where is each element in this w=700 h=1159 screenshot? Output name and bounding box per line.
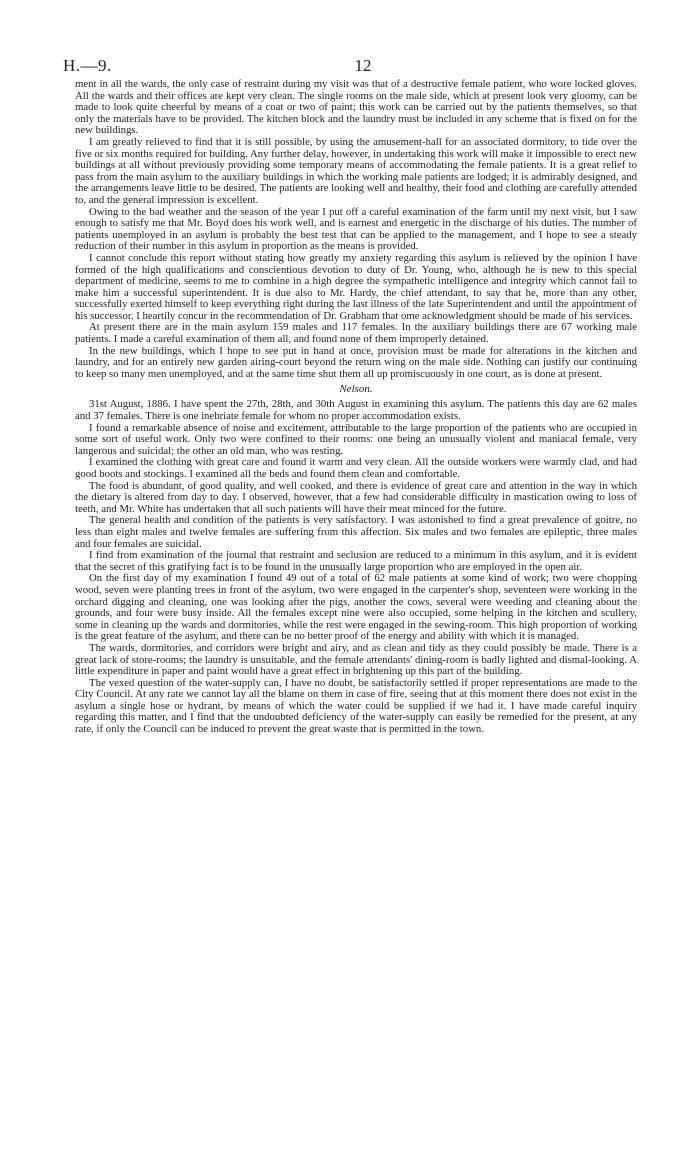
paragraph: 31st August, 1886. I have spent the 27th, 28th, and 30th August in examining this asylum. The patients this day are 62 males and 37 females. There is one inebriate female for whom no proper accommodation exists. [75, 398, 637, 423]
paragraph: The wards, dormitories, and corridors were bright and airy, and as clean and tidy as they could possibly be made. There is a great lack of store-rooms; the laundry is unsuitable, and the female attendants' dining-room is badly lighted and dismal-looking. A little expenditure in paper and paint would have a great effect in brightening up this part of the building. [75, 641, 637, 678]
page-number: 12 [354, 56, 372, 75]
section-heading: Nelson. [339, 383, 373, 396]
page-header [63, 56, 663, 76]
paragraph: ment in all the wards, the only case of restraint during my visit was that of a destructive female patient, who wore locked gloves. All the wards and their offices are kept very clean. The single rooms on the male side, which at present look very gloomy, can be made to look quite cheerful by means of a coat or two of paint; this work can be carried out by the patients themselves, so that only the materials have to be provided. The kitchen block and the laundry must be included in any scheme that is fixed on for the new buildings. [75, 78, 637, 137]
paragraph: On the first day of my examination I found 49 out of a total of 62 male patients at some kind of work; two were chopping wood, seven were planting trees in front of the asylum, two were engaged in the carpenter's shop, seventeen were working in the orchard digging and cleaning, one was looking after the pigs, another the cows, several were weeding and cleaning about the grounds, and four were busy inside. All the females except nine were also occupied, some helping in the kitchen and scullery, some in cleaning up the wards and dormitories, while the rest were engaged in the sewing-room. This high proportion of working is the great feature of the asylum, and there can be no better proof of the energy and ability with which it is managed. [75, 572, 637, 643]
paragraph: At present there are in the main asylum 159 males and 117 females. In the auxiliary buildings there are 67 working male patients. I made a careful examination of them all, and found none of them improperly detained. [75, 321, 637, 346]
paragraph: I cannot conclude this report without stating how greatly my anxiety regarding this asylum is relieved by the opinion I have formed of the high qualifications and conscientious devotion to duty of Dr. Young, who, although he is new to this special department of medicine, seems to me to combine in a high degree the sympathetic intelligence and integrity which cannot fail to make him a successful superintendent. It is due also to Mr. Hardy, the chief attendant, to say that he, more than any other, successfully exerted himself to keep everything right during the last illness of the late Superintendent and until the appointment of his successor. I heartily concur in the recommendation of Dr. Grabham that ome acknowledgment should be made of his services. [75, 251, 637, 322]
report-body [75, 79, 637, 736]
paragraph: I am greatly relieved to find that it is still possible, by using the amusement-hall for an associated dormitory, to tide over the five or six months required for building. Any further delay, however, in undertaking this work will make it impossible to erect new buildings at all without previously providing some temporary means of accommodating the female patients. It is a great relief to pass from the main asylum to the auxiliary buildings in which the working male patients are lodged; it is admirably designed, and the arrangements leave little to be desired. The patients are looking well and healthy, their food and clothing are carefully attended to, and the general impression is excellent. [75, 135, 637, 206]
paragraph: I found a remarkable absence of noise and excitement, attributable to the large proportion of the patients who are occupied in some sort of useful work. Only two were confined to their rooms: one being an unusually violent and maniacal female, very langerous and suicidal; the other an old man, who was resting. [75, 421, 637, 457]
paragraph: The food is abundant, of good quality, and well cooked, and there is evidence of great care and attention in the way in which the dietary is altered from day to day. I observed, however, that a few had considerable difficulty in mastication owing to loss of teeth, and Mr. White has undertaken that all such patients will have their meat minced for the future. [75, 479, 637, 515]
paragraph: The vexed question of the water-supply can, I have no doubt, be satisfactorily settled if proper representations are made to the City Council. At any rate we cannot lay all the blame on them in case of fire, seeing that at this moment there does not exist in the asylum a single hose or hydrant, by means of which the water could be supplied if we had it. I have made careful inquiry regarding this matter, and I find that the undoubted deficiency of the water-supply can easily be remedied for the present, at any rate, if only the Council can be induced to prevent the great waste that is permitted in the town. [75, 676, 637, 736]
paragraph: I examined the clothing with great care and found it warm and very clean. All the outside workers were warmly clad, and had good boots and stockings. I examined all the beds and found them clean and comfortable. [75, 456, 637, 480]
document-reference: H.—9. [63, 56, 112, 75]
paragraph: The general health and condition of the patients is very satisfactory. I was astonished to find a great prevalence of goitre, no less than eight males and twelve females are suffering from this affection. Six males and two females are epileptic, three males and four females are suicidal. [75, 514, 637, 550]
paragraph: I find from examination of the journal that restraint and seclusion are reduced to a minimum in this asylum, and it is evident that the secret of this gratifying fact is to be found in the unusually large proportion who are employed in the open air. [75, 549, 637, 573]
paragraph: Owing to the bad weather and the season of the year I put off a careful examination of the farm until my next visit, but I saw enough to satisfy me that Mr. Boyd does his work well, and is earnest and energetic in the discharge of his duties. The number of patients unemployed in an asylum is probably the best test that can be applied to the management, and I hope to see a steady reduction of their number in this asylum in proportion as the means is provided. [75, 205, 637, 253]
paragraph: In the new buildings, which I hope to see put in hand at once, provision must be made for alterations in the kitchen and laundry, and for an entirely new garden airing-court beyond the return wing on the male side. Nothing can justify our continuing to keep so many men unemployed, and at the same time shut them all up promiscuously in one court, as is done at present. [75, 344, 637, 380]
